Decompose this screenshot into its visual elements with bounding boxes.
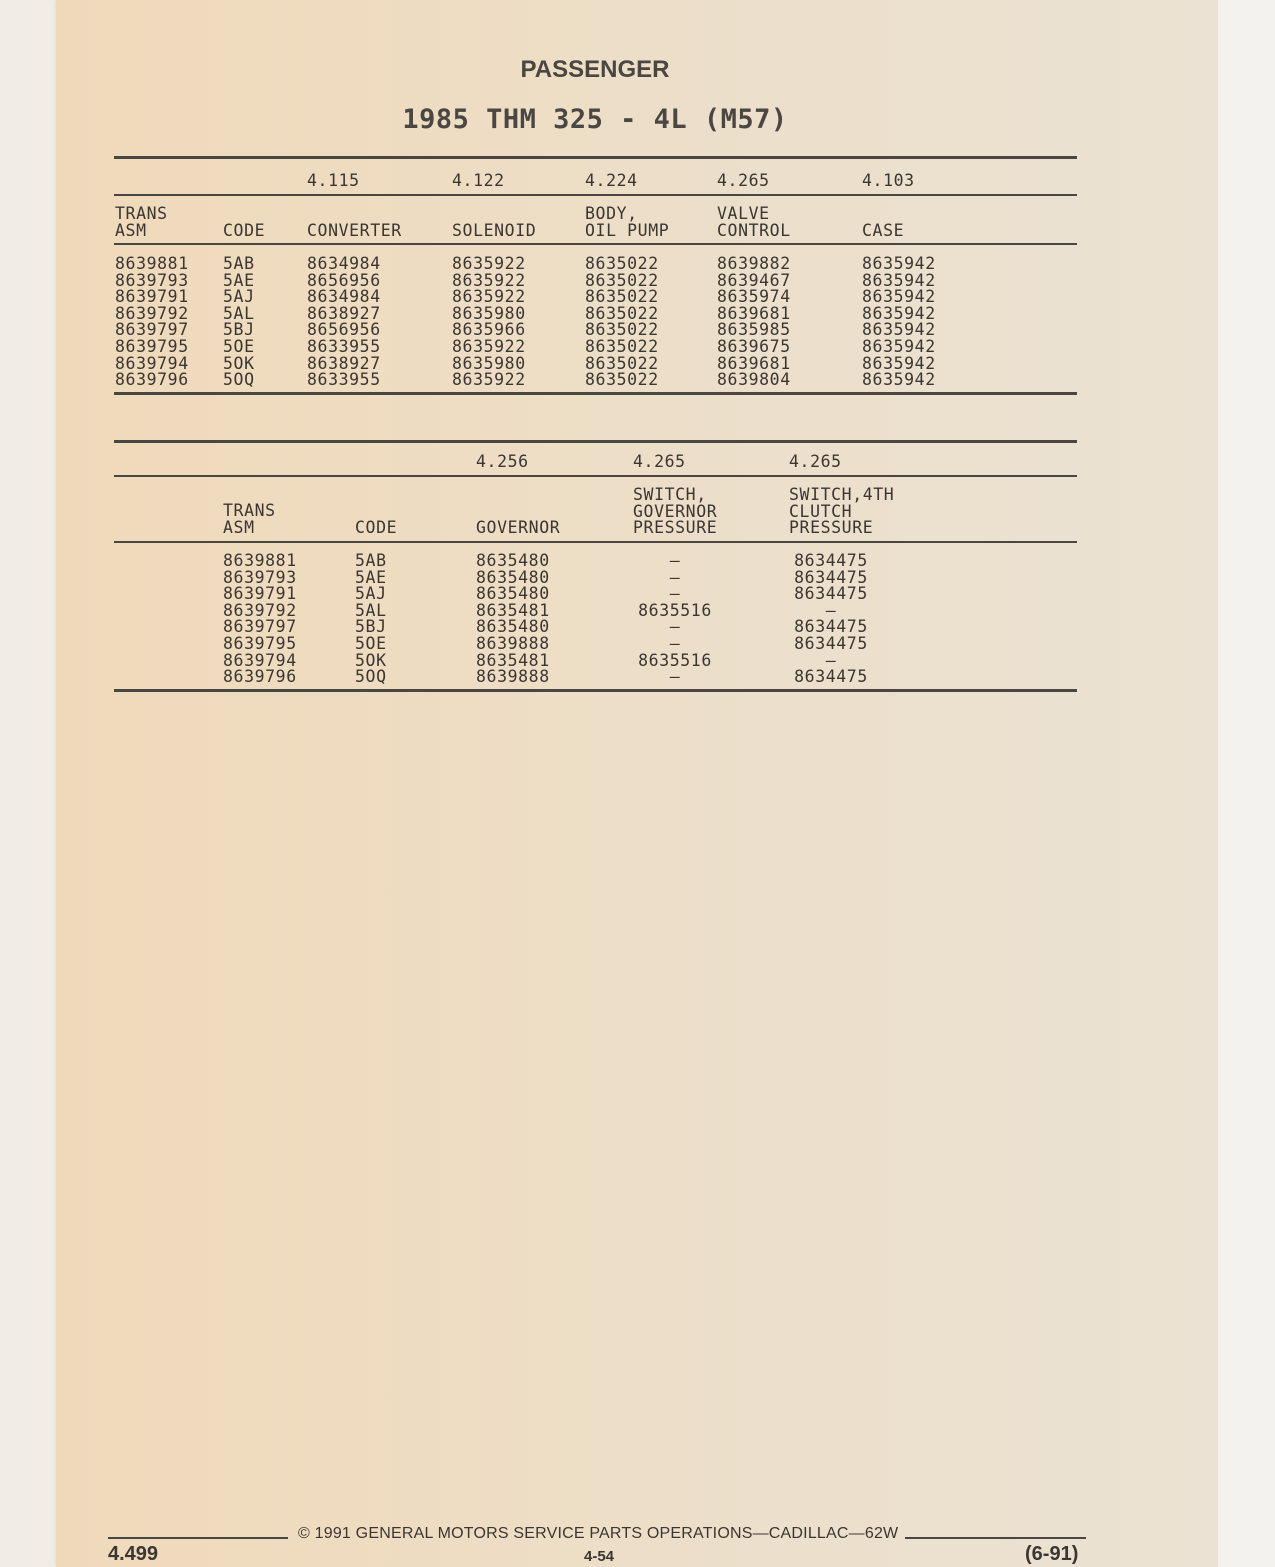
table1-top-rule [114, 156, 1077, 159]
table-cell: 5AJ [355, 584, 387, 604]
table1-group-rule [114, 194, 1077, 196]
t1-header-solenoid: SOLENOID [452, 221, 537, 240]
copyright-notice: © 1991 GENERAL MOTORS SERVICE PARTS OPERATIONS—CADILLAC—62W [298, 1525, 899, 1542]
t1-col-valve-control [717, 256, 791, 389]
table-cell: 8635481 [476, 600, 550, 620]
section-number: 4.499 [108, 1543, 159, 1565]
table-cell: 8639881 [115, 254, 189, 273]
table-cell: 5AE [355, 567, 387, 587]
t1-col-body-oil-pump [585, 256, 659, 389]
t2-group-switch-gov: 4.265 [633, 452, 686, 471]
table-cell: – [669, 551, 681, 570]
table-cell: 8639794 [115, 353, 189, 373]
t1-col-code [223, 256, 255, 389]
table-cell: 5AB [355, 551, 387, 570]
t2-group-governor: 4.256 [476, 452, 529, 471]
table-cell: – [669, 584, 681, 604]
table-cell: 8635022 [585, 320, 659, 340]
table-cell: 8639882 [717, 254, 791, 273]
table-cell: 5OE [223, 336, 255, 356]
table-cell: 5BJ [355, 617, 387, 637]
table-cell: 5AL [223, 303, 255, 323]
table-cell: 5AE [223, 270, 255, 290]
table-cell: 8635480 [476, 617, 550, 637]
table-cell: 8635022 [585, 303, 659, 323]
table-cell: 8639797 [223, 617, 297, 637]
table-cell: 8634475 [794, 617, 868, 637]
table-cell: – [669, 617, 681, 637]
table-cell: – [669, 667, 681, 687]
table-cell: 5BJ [223, 320, 255, 340]
table-cell: 8639467 [717, 270, 791, 290]
t1-group-solenoid: 4.122 [452, 171, 505, 190]
t1-group-valve: 4.265 [717, 171, 770, 190]
t2-col-governor [476, 553, 550, 686]
table-cell: 8639792 [223, 600, 297, 620]
table-cell: 8635942 [862, 353, 936, 373]
table-cell: 8656956 [307, 320, 381, 340]
table-cell: 8634475 [794, 567, 868, 587]
table-cell: 8635922 [452, 270, 526, 290]
table-cell: 8635942 [862, 370, 936, 390]
table-cell: 5AJ [223, 287, 255, 307]
table-cell: 8634475 [794, 667, 868, 687]
table-cell: 8635922 [452, 370, 526, 390]
table-cell: 8635022 [585, 336, 659, 356]
t2-group-switch-4th: 4.265 [789, 452, 842, 471]
scan-margin [1218, 0, 1275, 1567]
table-cell: 8635966 [452, 320, 526, 340]
table-cell: 8639793 [223, 567, 297, 587]
table-cell: 8635516 [638, 600, 712, 620]
table1-header-rule [114, 243, 1077, 245]
table-cell: 8639791 [115, 287, 189, 307]
revision-date: (6-91) [1025, 1543, 1079, 1565]
page-number: 4-54 [584, 1548, 615, 1565]
t1-col-case [862, 256, 936, 389]
t1-group-case: 4.103 [862, 171, 915, 190]
table2-top-rule [114, 440, 1077, 443]
t1-col-converter [307, 256, 381, 389]
table-cell: 8635980 [452, 303, 526, 323]
table-cell: – [669, 567, 681, 587]
table-cell: 8635942 [862, 270, 936, 290]
table-cell: 8639792 [115, 303, 189, 323]
table2-bottom-rule [114, 689, 1077, 692]
category-heading: PASSENGER [520, 56, 670, 83]
table-cell: 5AB [223, 254, 255, 273]
table-cell: 8639795 [115, 336, 189, 356]
table-cell: 8635974 [717, 287, 791, 307]
t2-header-switch-4th: SWITCH,4TH CLUTCH PRESSURE [789, 485, 895, 538]
t2-col-switch-4th [789, 553, 873, 686]
table-cell: 8634475 [794, 633, 868, 653]
table-cell: 8639888 [476, 633, 550, 653]
t2-header-switch-gov: SWITCH, GOVERNOR PRESSURE [633, 485, 718, 538]
table-cell: 8635022 [585, 270, 659, 290]
table-cell: 8635516 [638, 650, 712, 670]
table-cell: 8635942 [862, 320, 936, 340]
t1-header-code: CODE [223, 221, 266, 240]
table-cell: 8635022 [585, 287, 659, 307]
table-cell: 8635942 [862, 254, 936, 273]
table-cell: 8635022 [585, 370, 659, 390]
table-cell: 8639797 [115, 320, 189, 340]
t2-col-trans-asm [223, 553, 297, 686]
t2-col-code [355, 553, 387, 686]
footer-rule-left [108, 1537, 288, 1539]
table-cell: 8634475 [794, 584, 868, 604]
table-cell: 8635480 [476, 584, 550, 604]
table-cell: 8635480 [476, 567, 550, 587]
t2-header-governor: GOVERNOR [476, 518, 561, 537]
table-cell: 8635480 [476, 551, 550, 570]
t1-header-case: CASE [862, 221, 905, 240]
table-cell: 8639675 [717, 336, 791, 356]
table-cell: 8634984 [307, 287, 381, 307]
t2-header-trans-asm: TRANS ASM [223, 501, 276, 537]
table-cell: 8635022 [585, 353, 659, 373]
table-cell: 5OK [223, 353, 255, 373]
table-cell: 8639796 [223, 667, 297, 687]
table-cell: 8635985 [717, 320, 791, 340]
table-cell: 8635922 [452, 336, 526, 356]
table-cell: 8639888 [476, 667, 550, 687]
table-cell: 8639796 [115, 370, 189, 390]
table-cell: 8639804 [717, 370, 791, 390]
table-cell: – [669, 633, 681, 653]
table-cell: 8638927 [307, 353, 381, 373]
table-cell: 8639793 [115, 270, 189, 290]
table-cell: 8635922 [452, 254, 526, 273]
table-cell: 8639791 [223, 584, 297, 604]
table-cell: 5OQ [355, 667, 387, 687]
table-cell: 8639881 [223, 551, 297, 570]
table-cell: 8639794 [223, 650, 297, 670]
table-cell: 8633955 [307, 336, 381, 356]
table-cell: 5OK [355, 650, 387, 670]
t1-header-valve-control: VALVE CONTROL [717, 204, 791, 240]
table-cell: 5OQ [223, 370, 255, 390]
t1-col-solenoid [452, 256, 526, 389]
t1-group-body: 4.224 [585, 171, 638, 190]
table-cell: 8633955 [307, 370, 381, 390]
table-cell: 8635942 [862, 287, 936, 307]
table-cell: 5AL [355, 600, 387, 620]
t1-header-converter: CONVERTER [307, 221, 402, 240]
t2-col-switch-gov [633, 553, 717, 686]
table-cell: 8634475 [794, 551, 868, 570]
table1-bottom-rule [114, 392, 1077, 395]
table-cell: – [825, 650, 837, 670]
table-cell: 8635022 [585, 254, 659, 273]
table-cell: 8635980 [452, 353, 526, 373]
table2-group-rule [114, 475, 1077, 477]
footer-rule-right [905, 1537, 1086, 1539]
t1-header-body-oil-pump: BODY, OIL PUMP [585, 204, 670, 240]
table-cell: 8634984 [307, 254, 381, 273]
table-cell: – [825, 600, 837, 620]
table-cell: 8656956 [307, 270, 381, 290]
table-cell: 8638927 [307, 303, 381, 323]
table-cell: 5OE [355, 633, 387, 653]
t2-header-code: CODE [355, 518, 398, 537]
table-cell: 8639795 [223, 633, 297, 653]
t1-group-converter: 4.115 [307, 171, 360, 190]
page-title: 1985 THM 325 - 4L (M57) [402, 104, 788, 135]
table-cell: 8635942 [862, 336, 936, 356]
t1-header-trans-asm: TRANS ASM [115, 204, 168, 240]
table-cell: 8635922 [452, 287, 526, 307]
table-cell: 8635942 [862, 303, 936, 323]
table-cell: 8639681 [717, 353, 791, 373]
table-cell: 8639681 [717, 303, 791, 323]
table-cell: 8635481 [476, 650, 550, 670]
table2-header-rule [114, 541, 1077, 543]
t1-col-trans-asm [115, 256, 189, 389]
